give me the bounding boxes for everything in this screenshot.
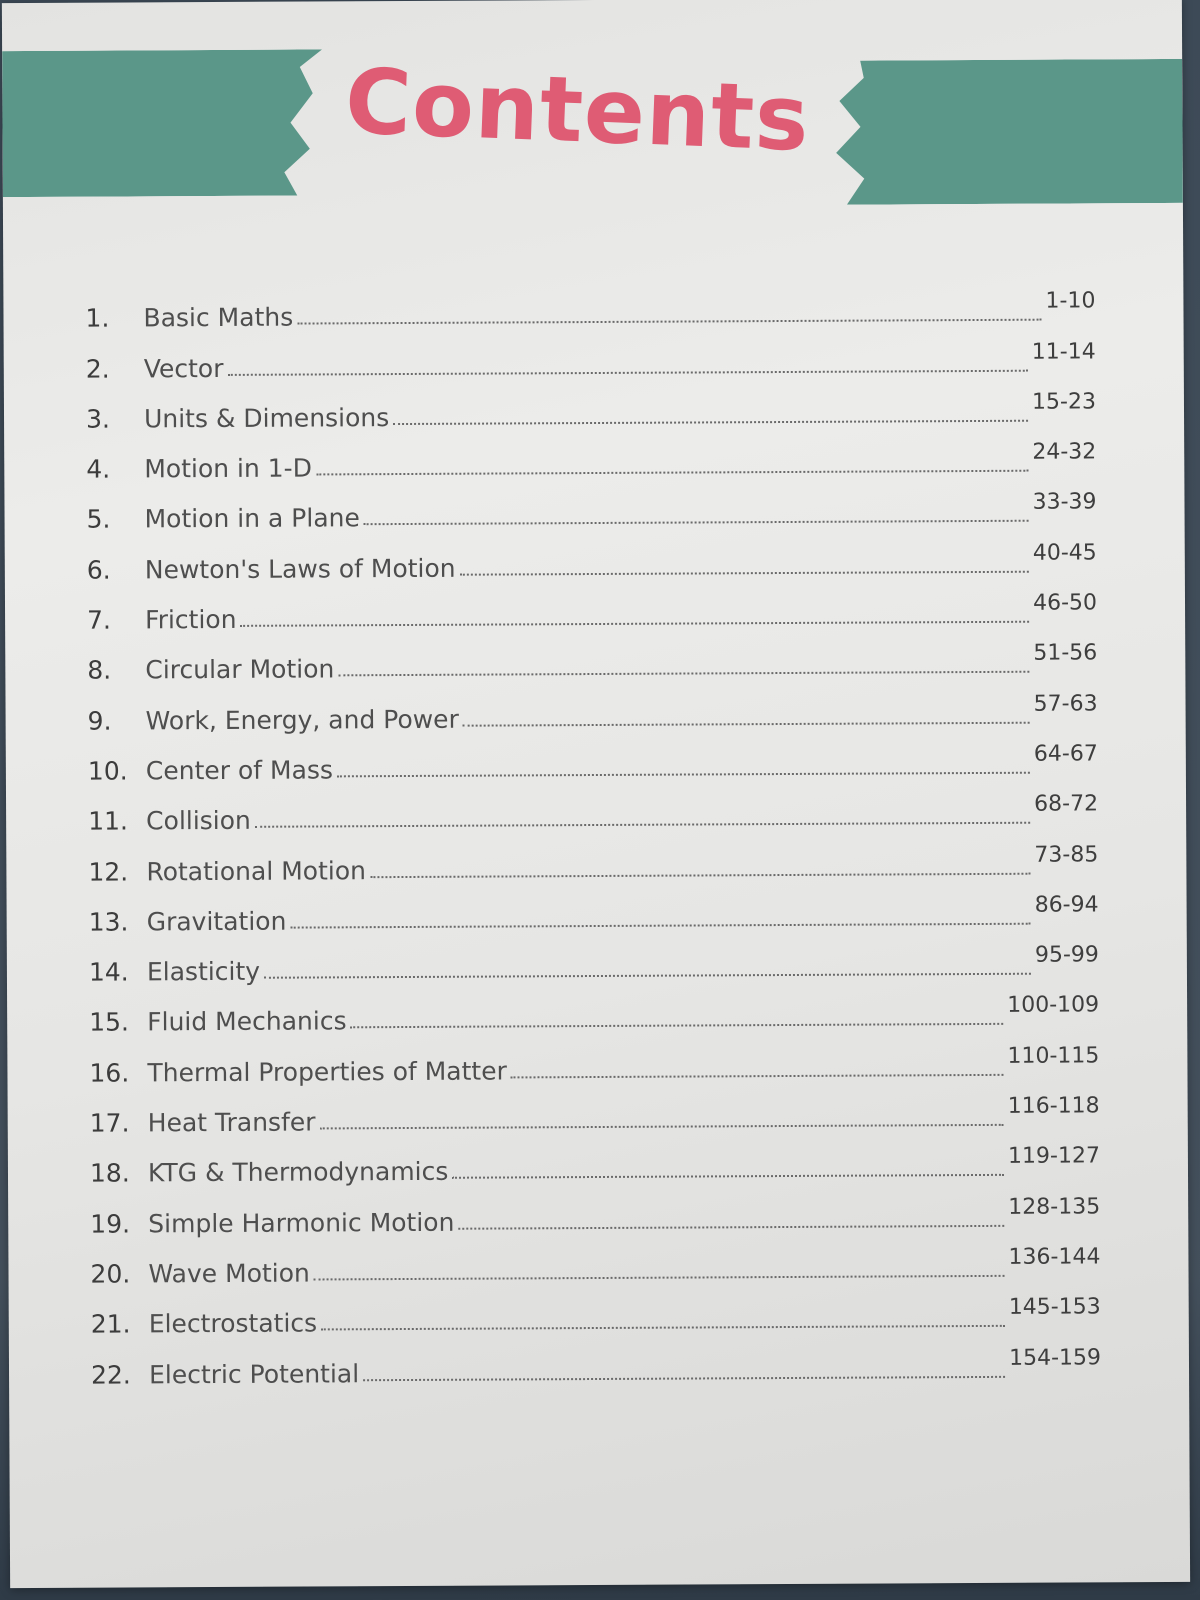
dot-leader	[458, 1224, 1004, 1230]
chapter-number: 5.	[86, 505, 111, 535]
dot-leader	[320, 1123, 1004, 1130]
dot-leader	[316, 469, 1028, 476]
dot-leader	[351, 1022, 1004, 1028]
chapter-title: Simple Harmonic Motion	[148, 1207, 455, 1238]
chapter-title: Newton's Laws of Motion	[144, 553, 456, 585]
chapter-title: Motion in a Plane	[144, 503, 360, 534]
chapter-number: 11.	[88, 806, 128, 836]
chapter-title: Rotational Motion	[146, 855, 367, 886]
chapter-title: Center of Mass	[145, 755, 334, 786]
dot-leader	[364, 519, 1029, 525]
dot-leader	[264, 972, 1031, 979]
toc-entry	[87, 579, 1097, 635]
chapter-number: 4.	[86, 454, 111, 484]
toc-entry	[90, 1132, 1100, 1188]
dot-leader	[393, 419, 1028, 425]
toc-entry	[88, 881, 1098, 937]
contents-page	[2, 0, 1190, 1588]
chapter-title: Motion in 1-D	[144, 453, 312, 484]
chapter-number: 14.	[88, 957, 129, 987]
toc-entry	[90, 1082, 1100, 1138]
toc-entry	[86, 378, 1096, 434]
table-of-contents	[85, 277, 1101, 1389]
toc-entry	[90, 1233, 1100, 1289]
page-range: 1-10	[1045, 288, 1096, 314]
page-range: 95-99	[1034, 942, 1099, 968]
dot-leader	[314, 1274, 1005, 1281]
page-range: 24-32	[1032, 439, 1097, 465]
toc-entry	[90, 1183, 1100, 1239]
toc-entry	[86, 428, 1096, 484]
page-range: 64-67	[1033, 741, 1098, 767]
toc-entry	[91, 1334, 1101, 1390]
chapter-number: 12.	[88, 857, 129, 887]
toc-entry	[86, 328, 1096, 384]
page-range: 40-45	[1032, 540, 1097, 566]
page-range: 11-14	[1031, 338, 1096, 365]
chapter-number: 9.	[87, 706, 112, 736]
toc-entry	[88, 831, 1098, 887]
chapter-number: 19.	[90, 1209, 131, 1239]
chapter-title: Elasticity	[146, 956, 261, 987]
toc-entry	[86, 479, 1096, 535]
toc-entry	[91, 1283, 1101, 1339]
dot-leader	[452, 1173, 1004, 1179]
page-range: 46-50	[1033, 590, 1098, 616]
chapter-number: 15.	[89, 1007, 130, 1038]
dot-leader	[297, 318, 1041, 325]
chapter-number: 3.	[85, 404, 110, 434]
chapter-title: Collision	[146, 806, 251, 836]
dot-leader	[363, 1374, 1005, 1380]
chapter-title: Electrostatics	[148, 1308, 318, 1339]
chapter-title: Electric Potential	[148, 1358, 360, 1389]
page-range: 86-94	[1034, 892, 1099, 918]
toc-entry	[87, 680, 1097, 736]
chapter-number: 8.	[87, 655, 112, 686]
chapter-title: Fluid Mechanics	[147, 1006, 347, 1037]
dot-leader	[321, 1324, 1005, 1331]
page-range: 136-144	[1008, 1244, 1101, 1270]
toc-entry	[89, 982, 1099, 1038]
banner-ribbon-right	[832, 59, 1183, 205]
chapter-title: Work, Energy, and Power	[145, 704, 459, 736]
dot-leader	[460, 570, 1029, 576]
chapter-number: 16.	[89, 1058, 130, 1088]
chapter-title: Circular Motion	[145, 654, 335, 685]
chapter-number: 13.	[88, 907, 129, 937]
chapter-title: Vector	[143, 353, 224, 383]
dot-leader	[337, 771, 1030, 778]
chapter-number: 18.	[89, 1158, 130, 1188]
dot-leader	[241, 620, 1030, 627]
chapter-title: KTG & Thermodynamics	[147, 1157, 449, 1188]
chapter-title: Units & Dimensions	[143, 402, 390, 434]
chapter-title: Gravitation	[146, 906, 287, 937]
toc-entry	[88, 730, 1098, 786]
chapter-number: 22.	[90, 1359, 131, 1390]
page-range: 128-135	[1008, 1194, 1101, 1220]
page-range: 51-56	[1033, 640, 1098, 667]
dot-leader	[463, 720, 1030, 726]
chapter-title: Wave Motion	[148, 1258, 310, 1289]
chapter-title: Heat Transfer	[147, 1107, 316, 1138]
page-range: 145-153	[1008, 1294, 1101, 1321]
page-range: 15-23	[1031, 389, 1097, 415]
toc-entry	[85, 277, 1095, 333]
dot-leader	[338, 670, 1029, 677]
page-range: 116-118	[1007, 1093, 1100, 1119]
dot-leader	[290, 922, 1030, 929]
page-range: 33-39	[1032, 489, 1097, 516]
chapter-title: Friction	[145, 604, 237, 635]
chapter-number: 20.	[90, 1259, 131, 1289]
toc-entry	[88, 780, 1098, 836]
toc-entry	[89, 931, 1099, 987]
toc-entry	[89, 1032, 1099, 1088]
page-title: Contents	[343, 49, 812, 172]
dot-leader	[370, 871, 1031, 877]
page-range: 119-127	[1007, 1143, 1100, 1170]
page-range: 100-109	[1007, 992, 1100, 1019]
page-range: 154-159	[1008, 1344, 1102, 1371]
dot-leader	[511, 1073, 1004, 1079]
page-range: 73-85	[1034, 841, 1099, 868]
dot-leader	[227, 368, 1027, 375]
page-range: 57-63	[1033, 691, 1098, 717]
chapter-number: 21.	[90, 1309, 131, 1339]
chapter-number: 6.	[86, 555, 111, 585]
chapter-number: 1.	[85, 303, 110, 333]
chapter-title: Thermal Properties of Matter	[147, 1056, 507, 1088]
chapter-number: 7.	[87, 605, 112, 635]
chapter-number: 17.	[89, 1108, 130, 1138]
toc-entry	[87, 629, 1097, 685]
chapter-title: Basic Maths	[143, 302, 294, 333]
page-range: 68-72	[1034, 791, 1099, 817]
dot-leader	[255, 821, 1030, 828]
toc-entry	[87, 529, 1097, 585]
chapter-number: 10.	[87, 756, 128, 786]
banner-ribbon-left	[2, 49, 323, 197]
page-range: 110-115	[1007, 1043, 1100, 1069]
chapter-number: 2.	[85, 354, 110, 384]
